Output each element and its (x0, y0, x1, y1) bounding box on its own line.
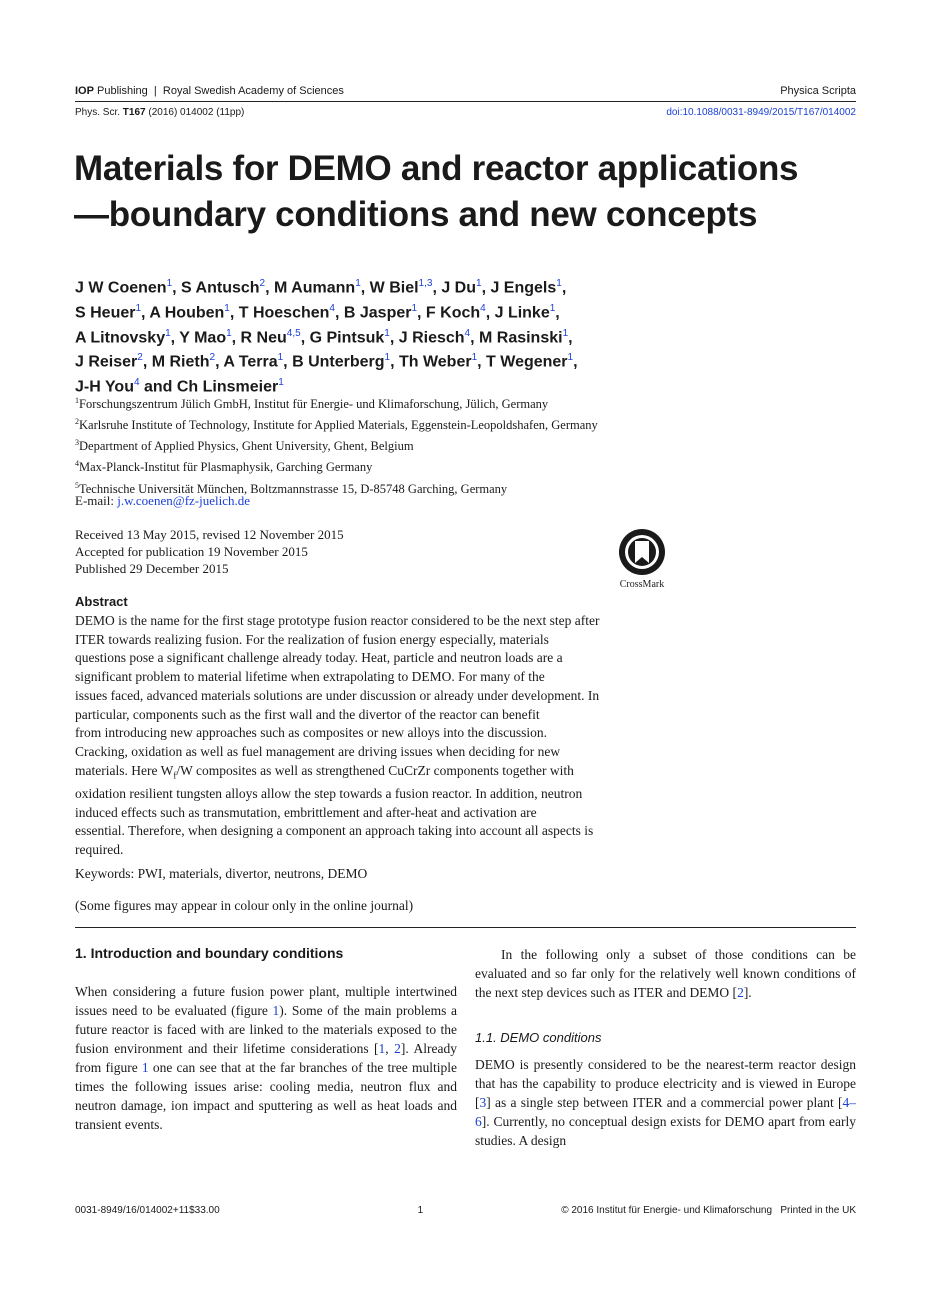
author-name: Y Mao (179, 328, 227, 346)
affiliation-item (75, 434, 755, 455)
author-affiliation-ref[interactable]: 2 (259, 278, 266, 289)
paper-title (74, 146, 874, 238)
printed-in: Printed in the UK (780, 1205, 856, 1216)
abstract-line: DEMO is the name for the first stage prototype fusion reactor considered to be the next step after (75, 613, 600, 628)
affiliation-text: Forschungszentrum Jülich GmbH, Institut für Energie- und Klimaforschung, Jülich, Germany (79, 397, 549, 412)
author-line: J W Coenen$^1$, S Antusch$^2$, M Aumann$^1$, W Biel$^{1,3}$, J Du$^1$, J Engels$^1$, (75, 278, 567, 297)
copyright: © 2016 Institut für Energie- und Klimaforschung (561, 1205, 773, 1216)
page-footer (75, 1205, 856, 1216)
author-name: J Linke (494, 304, 550, 322)
citation-volume: T167 (122, 107, 146, 118)
author-name: A Houben (149, 304, 225, 322)
author-name: Ch Linsmeier (176, 378, 279, 396)
abstract-line: significant problem to material lifetime when extrapolating to DEMO. For many of the (75, 669, 545, 685)
affiliation-item (75, 455, 755, 476)
affiliation-number: 2 (75, 417, 79, 427)
citation-link[interactable]: 2 (737, 985, 744, 1000)
title-line-2: —boundary conditions and new concepts (74, 195, 758, 234)
publication-dates (75, 526, 344, 577)
citation-line (75, 107, 856, 118)
text-run: ] as a single step between ITER and a commercial power plant [ (486, 1095, 843, 1110)
header-rule (75, 101, 856, 102)
author-name: G Pintsuk (309, 328, 385, 346)
header-separator: | (150, 85, 160, 97)
affiliation-text: Max-Planck-Institut für Plasmaphysik, Garching Germany (79, 460, 373, 475)
left-column (75, 945, 457, 1134)
author-list (75, 274, 775, 398)
abstract-line: questions pose a significant challenge already today. Heat, particle and neutron loads are a (75, 650, 563, 666)
published-date: Published 29 December 2015 (75, 561, 229, 576)
citation-prefix: Phys. Scr. (75, 107, 121, 118)
formula-subscript: f (173, 770, 177, 781)
author-affiliation-ref[interactable]: 4 (133, 377, 140, 389)
abstract-line: essential. Therefore, when designing a component an approach taking into account all aspects is (75, 823, 594, 839)
issn: 0031-8949/16/014002+11$33.00 (75, 1205, 220, 1216)
author-name: J W Coenen (75, 279, 167, 297)
text-run: , (385, 1041, 395, 1056)
affiliation-number: 4 (75, 459, 79, 469)
author-name: M Rieth (151, 353, 210, 371)
abstract-line: oxidation resilient tungsten alloys allow the step towards a fusion reactor. In addition, neutron (75, 786, 583, 802)
keywords: Keywords: PWI, materials, divertor, neutrons, DEMO (75, 866, 368, 881)
citation-link[interactable]: 3 (479, 1095, 487, 1110)
abstract-line: required. (75, 842, 124, 858)
right-column (475, 945, 856, 1150)
section-heading: 1. Introduction and boundary conditions (75, 945, 344, 961)
subset-paragraph (475, 945, 856, 1002)
author-name: T Hoeschen (238, 304, 330, 322)
affiliation-item (75, 413, 755, 434)
formula-prefix: materials. Here W (75, 762, 174, 778)
abstract-line: issues faced, advanced materials solutions are under discussion or already under development. In (75, 687, 600, 703)
author-affiliation-ref[interactable]: 1 (471, 352, 478, 364)
journal-name: Physica Scripta (780, 85, 856, 97)
citation-rest: (2016) 014002 (148, 107, 214, 118)
text-run: one can see that at the far branches of the tree multiple times the following issues arise: cooling media, neutron flux and neutron damage, ion impact and sputtering as well as heat loads and transient events. (75, 1060, 457, 1132)
author-name: T Wegener (486, 353, 568, 371)
author-name: W Biel (369, 279, 419, 297)
author-name: A Litnovsky (75, 328, 166, 346)
author-affiliation-ref[interactable]: 4,5 (286, 327, 301, 339)
crossmark-label: CrossMark (619, 579, 665, 590)
demo-paragraph (475, 1055, 856, 1150)
author-name: J Engels (490, 279, 557, 297)
citation-link[interactable]: 1 (378, 1041, 386, 1056)
author-name: R Neu (240, 328, 287, 346)
abstract-line: from introducing new approaches such as composites or new alloys into the discussion. (75, 725, 548, 741)
citation-link[interactable]: 4–6 (475, 1095, 856, 1129)
abstract-line-formula (75, 762, 673, 785)
affiliation-number: 5 (75, 480, 79, 490)
figure-ref-link[interactable]: 1 (141, 1060, 149, 1075)
author-line: J Reiser$^2$, M Rieth$^2$, A Terra$^1$, B Unterberg$^1$, Th Weber$^1$, T Wegener$^1$, (75, 352, 578, 371)
crossmark-icon (618, 528, 666, 576)
affiliation-list (75, 392, 755, 498)
publisher-logo-bold: IOP (75, 85, 94, 97)
citation-pages: (11pp) (216, 107, 245, 118)
crossmark-badge[interactable] (610, 528, 674, 590)
author-name: Th Weber (398, 353, 472, 371)
author-line: S Heuer$^1$, A Houben$^1$, T Hoeschen$^4$, B Jasper$^1$, F Koch$^4$, J Linke$^1$, (75, 302, 560, 322)
author-affiliation-ref[interactable]: 2 (209, 352, 216, 364)
colour-note: (Some figures may appear in colour only in the online journal) (75, 898, 414, 913)
author-name: J Du (441, 279, 476, 297)
affiliation-number: 1 (75, 396, 79, 405)
formula-rest: /W composites as well as strengthened CuCrZr components together with (176, 762, 574, 778)
accepted-date: Accepted for publication 19 November 2015 (75, 544, 308, 559)
text-run: ). Some of the main problems a future reactor is faced with are linked to the materials exposed to the fusion environment and their lifetime considerations [ (75, 1003, 457, 1056)
text-run: In the following only a subset of those conditions can be evaluated and so far only for the relatively well known conditions of the next step devices such as ITER and DEMO [ (475, 947, 856, 1000)
author-affiliation-ref[interactable]: 4 (480, 302, 486, 314)
author-affiliation-ref[interactable]: 1 (549, 302, 556, 314)
intro-paragraph (75, 982, 457, 1134)
figure-ref-link[interactable]: 1 (272, 1003, 280, 1018)
author-affiliation-ref[interactable]: 2 (137, 352, 143, 364)
society-name: Royal Swedish Academy of Sciences (162, 85, 344, 97)
author-affiliation-ref[interactable]: 1 (166, 278, 173, 289)
title-line-1: Materials for DEMO and reactor applications (74, 149, 799, 188)
text-run: ]. Currently, no conceptual design exists for DEMO apart from early studies. A design (475, 1114, 856, 1148)
copyright-block (561, 1205, 856, 1216)
author-name: A Terra (223, 353, 278, 371)
subsection-heading: 1.1. DEMO conditions (475, 1030, 602, 1045)
abstract-line: particular, components such as the first wall and the divertor of the reactor can benefit (75, 706, 540, 722)
author-name: S Heuer (75, 304, 136, 322)
author-name: J Reiser (75, 353, 138, 371)
text-run: When considering a future fusion power plant, multiple intertwined issues need to be evaluated (figure (75, 984, 457, 1018)
affiliation-number: 3 (75, 438, 79, 448)
citation-link[interactable]: 2 (394, 1041, 401, 1056)
abstract-line: induced effects such as transmutation, embrittlement and after-heat and activation are (75, 804, 537, 820)
affiliation-item (75, 392, 755, 413)
author-affiliation-ref[interactable]: 1 (226, 327, 232, 339)
author-affiliation-ref[interactable]: 1 (411, 302, 418, 314)
author-name: B Jasper (343, 304, 412, 322)
doi-link[interactable]: doi:10.1088/0031-8949/2015/T167/014002 (666, 107, 856, 118)
text-run: ]. (743, 985, 752, 1000)
email-line (75, 493, 250, 509)
publisher-logo-rest: Publishing (97, 85, 148, 97)
affiliation-text: Karlsruhe Institute of Technology, Institute for Applied Materials, Eggenstein-Leopoldshafen, Germany (79, 418, 598, 433)
citation (75, 107, 244, 118)
author-name: B Unterberg (292, 353, 385, 371)
author-affiliation-ref[interactable]: 1 (556, 278, 562, 289)
section-rule (75, 927, 856, 928)
author-affiliation-ref[interactable]: 1,3 (418, 278, 433, 289)
affiliation-text: Department of Applied Physics, Ghent University, Ghent, Belgium (79, 439, 414, 454)
author-affiliation-ref[interactable]: 1 (135, 302, 142, 314)
text-run: ]. Already from figure (75, 1041, 457, 1075)
email-link[interactable]: j.w.coenen@fz-juelich.de (117, 493, 251, 508)
author-affiliation-ref[interactable]: 1 (384, 327, 390, 339)
author-name: J Riesch (398, 328, 465, 346)
author-affiliation-ref[interactable]: 1 (384, 352, 391, 364)
author-name: J-H You (75, 378, 134, 396)
author-affiliation-ref[interactable]: 4 (464, 327, 471, 339)
author-affiliation-ref[interactable]: 1 (278, 377, 284, 389)
journal-header (75, 83, 856, 99)
page-number: 1 (417, 1205, 424, 1216)
author-affiliation-ref[interactable]: 1 (562, 327, 569, 339)
author-affiliation-ref[interactable]: 1 (476, 278, 482, 289)
author-name: M Rasinski (478, 328, 563, 346)
author-name: F Koch (425, 304, 481, 322)
abstract-line: Cracking, oxidation as well as fuel management are driving issues when deciding for new (75, 743, 561, 759)
author-affiliation-ref[interactable]: 1 (355, 278, 361, 289)
text-run: DEMO is presently considered to be the nearest-term reactor design that has the capability to produce electricity and is viewed in Europe [ (475, 1057, 856, 1110)
author-affiliation-ref[interactable]: 1 (277, 352, 284, 364)
abstract-heading: Abstract (75, 594, 128, 609)
author-affiliation-ref[interactable]: 4 (329, 302, 335, 314)
author-affiliation-ref[interactable]: 1 (567, 352, 574, 364)
author-affiliation-ref[interactable]: 1 (224, 302, 230, 314)
abstract-line: ITER towards realizing fusion. For the realization of fusion energy especially, materials (75, 631, 549, 647)
abstract-body (75, 612, 673, 860)
affiliation-text: Technische Universität München, Boltzmannstrasse 15, D-85748 Garching, Germany (79, 481, 508, 496)
author-name: M Aumann (274, 279, 356, 297)
author-name: S Antusch (181, 279, 260, 297)
author-line: A Litnovsky$^1$, Y Mao$^1$, R Neu$^{4,5}$, G Pintsuk$^1$, J Riesch$^4$, M Rasinski$^1$, (75, 327, 573, 346)
email-label: E-mail: (75, 493, 114, 508)
author-affiliation-ref[interactable]: 1 (165, 327, 171, 339)
author-line: J-H You$^4$ and Ch Linsmeier$^1$ (75, 377, 284, 396)
received-date: Received 13 May 2015, revised 12 November 2015 (75, 527, 344, 542)
publisher-block (75, 85, 344, 97)
